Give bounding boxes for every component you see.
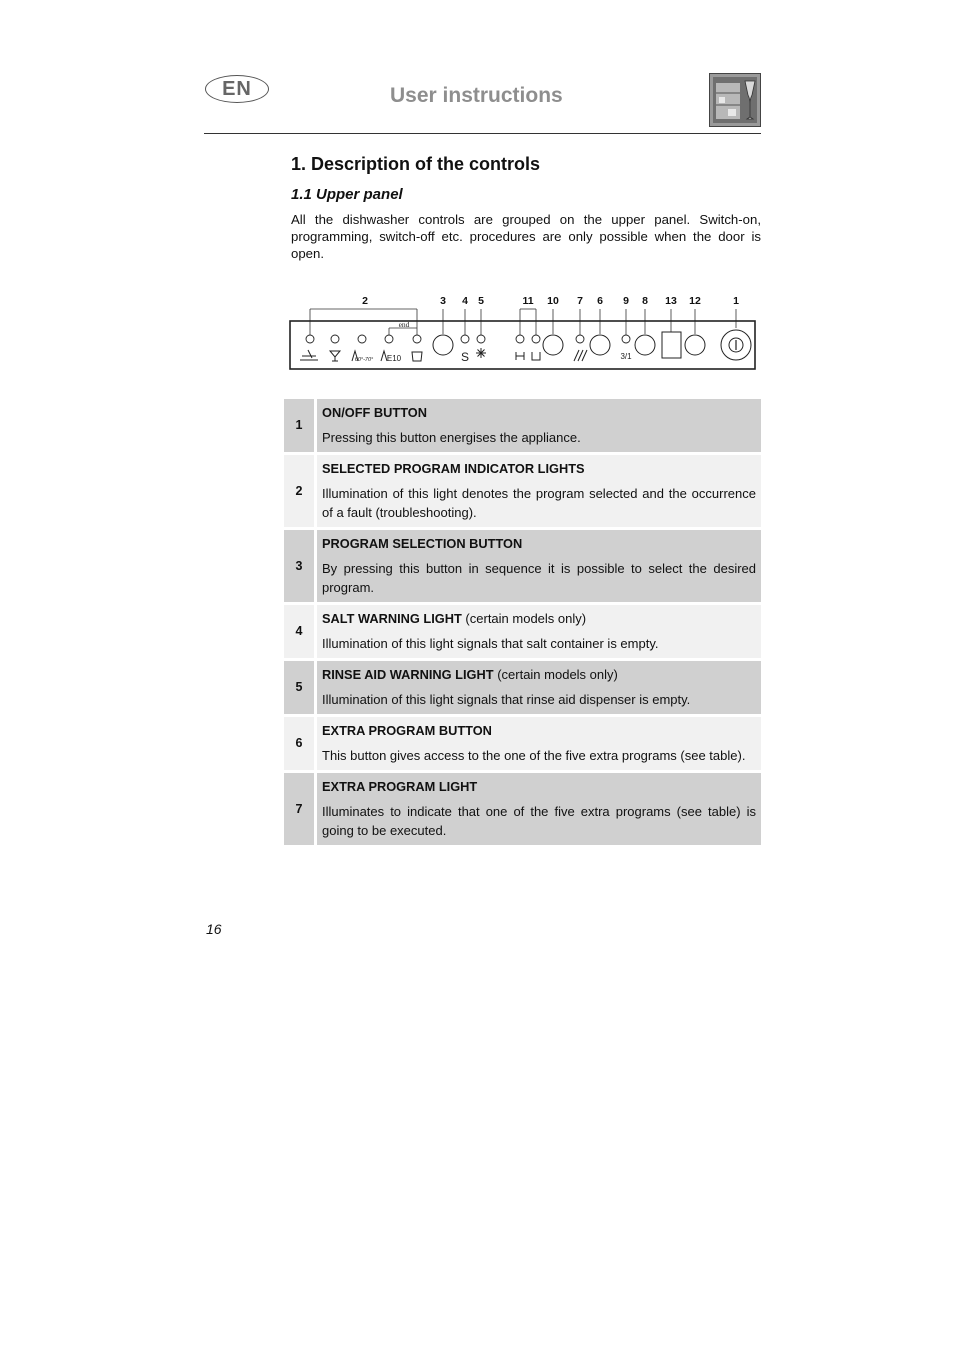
glass-icon	[330, 351, 340, 361]
table-row	[284, 455, 761, 530]
row-title: ON/OFF BUTTON	[322, 405, 427, 420]
pan-icon	[300, 350, 318, 360]
callout-2: 2	[362, 295, 368, 307]
half-load-icon	[574, 350, 587, 361]
callout-3: 3	[440, 295, 446, 307]
extra-program-button	[590, 335, 610, 355]
callout-1: 1	[733, 295, 739, 307]
callout-5: 5	[478, 295, 484, 307]
program-eco-label: E10	[386, 354, 402, 363]
subsection-title: 1.1 Upper panel	[291, 186, 403, 203]
table-row	[284, 661, 761, 717]
program-light-3	[358, 335, 366, 343]
salt-symbol: S	[460, 350, 470, 364]
program-light-4	[385, 335, 393, 343]
table-row	[284, 399, 761, 455]
callout-6: 6	[597, 295, 603, 307]
language-code: EN	[222, 77, 252, 100]
program-light-5	[413, 335, 421, 343]
row-number: 6	[284, 717, 317, 773]
row-text: Illumination of this light denotes the program selected and the occurrence of a fault (troubleshooting).	[322, 486, 756, 520]
delay-symbol: 3/1	[620, 352, 632, 361]
table-row	[284, 605, 761, 661]
sun-icon	[476, 348, 486, 358]
cutlery-icon-b	[532, 352, 540, 360]
row-note: (certain models only)	[461, 611, 587, 626]
light-11b	[532, 335, 540, 343]
dishwasher-photo-icon	[709, 73, 761, 127]
row-number: 3	[284, 530, 317, 605]
row-description	[317, 455, 761, 530]
header-divider	[204, 133, 761, 134]
program-temp-label: 60°-70°	[354, 357, 374, 363]
callout-13: 13	[665, 295, 677, 307]
cutlery-icon-a	[516, 352, 524, 360]
table-row	[284, 530, 761, 605]
program-selection-button	[433, 335, 453, 355]
row-text: By pressing this button in sequence it is possible to select the desired program.	[322, 561, 756, 595]
upper-panel-diagram	[288, 290, 758, 372]
display-13	[662, 332, 681, 358]
row-text: Illumination of this light signals that salt container is empty.	[322, 636, 659, 651]
button-12	[685, 335, 705, 355]
salt-light	[461, 335, 469, 343]
callout-9: 9	[623, 295, 629, 307]
callout-7: 7	[577, 295, 583, 307]
callout-8: 8	[642, 295, 648, 307]
controls-table	[284, 399, 761, 848]
row-title: PROGRAM SELECTION BUTTON	[322, 536, 523, 551]
row-number: 7	[284, 773, 317, 848]
light-11a	[516, 335, 524, 343]
row-text: This button gives access to the one of the five extra programs (see table).	[322, 748, 746, 763]
row-text: Pressing this button energises the appliance.	[322, 430, 581, 445]
row-description	[317, 399, 761, 455]
row-number: 4	[284, 605, 317, 661]
row-description	[317, 605, 761, 661]
callout-12: 12	[689, 295, 701, 307]
row-text: Illumination of this light signals that rinse aid dispenser is empty.	[322, 692, 691, 707]
section-title: 1. Description of the controls	[291, 154, 541, 174]
row-number: 5	[284, 661, 317, 717]
row-title: RINSE AID WARNING LIGHT	[322, 667, 494, 682]
table-row	[284, 717, 761, 773]
row-description	[317, 661, 761, 717]
row-note: (certain models only)	[493, 667, 618, 682]
row-text: Illuminates to indicate that one of the five extra programs (see table) is going to be executed.	[322, 804, 756, 838]
rinse-aid-light	[477, 335, 485, 343]
end-label: end	[398, 320, 410, 329]
callout-11: 11	[522, 295, 534, 307]
program-light-1	[306, 335, 314, 343]
row-title: SELECTED PROGRAM INDICATOR LIGHTS	[322, 461, 585, 476]
language-badge	[205, 75, 269, 103]
program-light-2	[331, 335, 339, 343]
page-header-title: User instructions	[390, 84, 563, 107]
light-9	[622, 335, 630, 343]
row-description	[317, 773, 761, 848]
button-8	[635, 335, 655, 355]
extra-program-light	[576, 335, 584, 343]
table-row	[284, 773, 761, 848]
row-title: EXTRA PROGRAM LIGHT	[322, 779, 478, 794]
callout-4: 4	[462, 295, 468, 307]
row-title: SALT WARNING LIGHT	[322, 611, 462, 626]
intro-paragraph: All the dishwasher controls are grouped on the upper panel. Switch-on, programming, switch-off etc. procedures are only possible when the door is open.	[291, 212, 761, 261]
row-number: 1	[284, 399, 317, 455]
row-number: 2	[284, 455, 317, 530]
callout-10: 10	[547, 295, 559, 307]
pot-icon	[412, 352, 422, 361]
row-title: EXTRA PROGRAM BUTTON	[322, 723, 492, 738]
row-description	[317, 717, 761, 773]
row-description	[317, 530, 761, 605]
button-10	[543, 335, 563, 355]
page-number: 16	[206, 921, 222, 937]
